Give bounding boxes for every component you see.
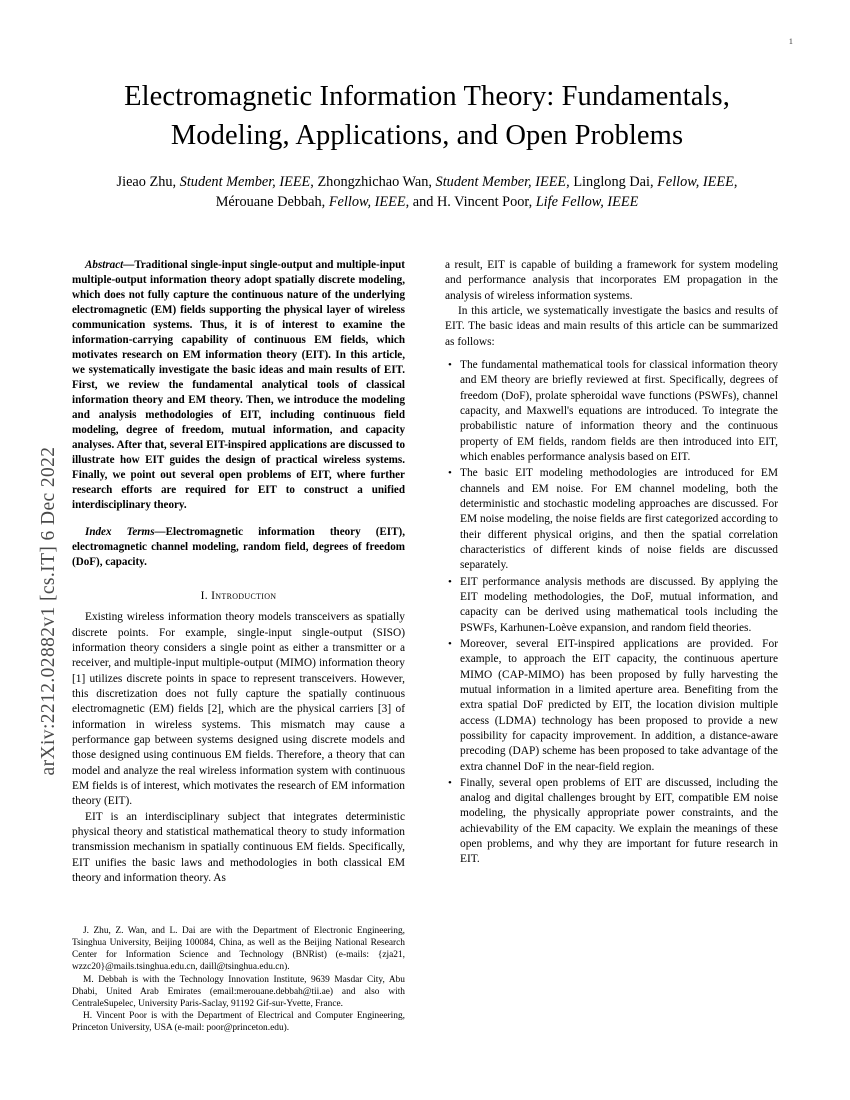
footnote-item: M. Debbah is with the Technology Innovation Institute, 9639 Masdar City, Abu Dhabi, United Arab Emirates (email:merouane.debbah@tii.ae) and also with CentraleSupelec, University Paris-Saclay, 91192 Gif-sur-Yvette, France. <box>72 974 405 1009</box>
index-terms-body: Electromagnetic information theory (EIT), electromagnetic channel modeling, random field, degrees of freedom (DoF), capacity. <box>72 526 405 569</box>
page-title: Electromagnetic Information Theory: Fundamentals, Modeling, Applications, and Open Problems <box>124 81 730 151</box>
page-number: 1 <box>788 36 793 46</box>
author-list <box>62 172 792 213</box>
contribution-bullet-list <box>445 358 778 868</box>
index-terms-dash: — <box>154 526 166 539</box>
abstract-dash: — <box>123 259 135 271</box>
paragraph: EIT is an interdisciplinary subject that integrates deterministic physical theory and statistical mathematical theory to study information transmission mechanism in spatially continuous EM fields. Specifically, EIT unifies the basic laws and methodologies in both classical EM theory and information theory. As <box>72 810 405 884</box>
abstract-body: Traditional single-input single-output and multiple-input multiple-output information theory adopt spatially discrete modeling, which does not fully capture the continuous nature of the underlying electromagnetic (EM) fields supporting the physical layer of wireless communication systems. Thus, it is of interest to examine the information-carrying capability of continuous EM fields, which motivates research on EM information theory (EIT). In this article, we systematically investigate the basic ideas and main results of EIT. First, we review the fundamental analytical tools of classical information theory and EM theory. Then, we introduce the modeling and analysis methodologies of EIT, including continuous field modeling, degree of freedom, mutual information, and capacity analyses. After that, several EIT-inspired applications are discussed to illustrate how EIT guides the design of practical wireless systems. Finally, we point out several open problems of EIT, where further research efforts are required for EIT to construct a unified interdisciplinary theory. <box>72 259 405 511</box>
introduction-text-right <box>445 258 778 350</box>
section-heading-introduction: I. Introduction <box>200 589 277 603</box>
paragraph: a result, EIT is capable of building a framework for system modeling and performance analysis that incorporates EM propagation in the analysis of wireless information systems. <box>445 259 778 302</box>
footnote-item: J. Zhu, Z. Wan, and L. Dai are with the Department of Electronic Engineering, Tsinghua University, Beijing 100084, China, as well as the Beijing National Research Center for Information Science and Technology (BNRist) (e-mails: {zja21, wzzc20}@mails.tsinghua.edu.cn, daill@tsinghua.edu.cn). <box>72 926 405 973</box>
author-line-1 <box>62 172 792 193</box>
author-text: Mérouane Debbah, <box>215 194 329 211</box>
list-item: • The fundamental mathematical tools for classical information theory and EM theory are briefly reviewed at first. Specifically, degrees of freedom (DoF), prolate spheroidal wave functions (PSWFs), channel capacity, and Maxwell's equations are introduced. To integrate the probabilistic nature of information theory and the continuous property of EM fields, random fields are then introduced into EIT, which enables performance analysis based on EIT. <box>460 358 778 465</box>
author-affiliation-grade: Life Fellow, IEEE <box>535 194 639 211</box>
footnote-text <box>72 925 405 1034</box>
abstract-label: Abstract <box>85 259 124 271</box>
list-item: • The basic EIT modeling methodologies are introduced for EM channels and EM noise. For EM channel modeling, both the deterministic and stochastic modeling approaches are discussed. For EM noise modeling, the noise fields are first categorized according to their different physical origins, and then the spatial correlation characteristics of different kinds of noise fields are discussed separately. <box>460 466 778 573</box>
author-affiliation-grade: Student Member, IEEE <box>435 173 567 190</box>
author-affiliation-grade: Fellow, IEEE <box>657 173 734 190</box>
footnote-item: H. Vincent Poor is with the Department of Electrical and Computer Engineering, Princeton University, USA (e-mail: poor@princeton.edu). <box>72 1010 405 1033</box>
author-text: , <box>733 173 738 190</box>
author-text: , and H. Vincent Poor, <box>405 194 536 211</box>
list-item: • Finally, several open problems of EIT are discussed, including the analog and digital challenges brought by EIT, compatible EM noise modeling, the physically appropriate power constraints, and the achievability of the EM capacity. We explain the meanings of these open problems, and why they are important for future research in EIT. <box>460 776 778 868</box>
paragraph: In this article, we systematically investigate the basics and results of EIT. The basic ideas and main results of this article can be summarized as follows: <box>445 304 778 348</box>
right-column <box>445 258 778 869</box>
author-affiliation-grade: Student Member, IEEE <box>179 173 311 190</box>
left-column <box>72 258 405 886</box>
index-terms-label: Index Terms <box>85 526 155 539</box>
author-text: , Linglong Dai, <box>566 173 658 190</box>
paragraph: Existing wireless information theory models transceivers as spatially discrete points. For example, single-input single-output (SISO) information theory considers a single point as either a transmitter or a receiver, and multiple-input multiple-output (MIMO) information theory [1] utilizes discrete points in space to represent transceivers. However, this discretization does not fully capture the spatially continuous electromagnetic (EM) fields [2], which are the physical carriers [3] of information in wireless systems. This mismatch may cause a performance gap between systems designed using discrete models and those designed using continuous EM fields. Therefore, a theory that can model and analyze the real wireless information system with continuous EM fields is of interest, which motivates the research of EM information theory (EIT). <box>72 611 405 808</box>
author-text: Jieao Zhu, <box>116 173 180 190</box>
introduction-text-left <box>72 610 405 886</box>
author-text: , Zhongzhichao Wan, <box>310 173 436 190</box>
author-affiliation-grade: Fellow, IEEE <box>328 194 406 211</box>
list-item: • Moreover, several EIT-inspired applications are provided. For example, to approach the EIT capacity, the continuous aperture MIMO (CAP-MIMO) has been proposed by fully harvesting the mutual information in a limited aperture area. Benefiting from the extra spatial DoF predicted by EIT, the location division multiple access (LDMA) technology has been proposed to provide a new possibility for capacity improvement. In addition, a distance-aware precoding (DAP) scheme has been proposed to take advantage of the extra channel DoF in the near-field region. <box>460 637 778 775</box>
list-item: • EIT performance analysis methods are discussed. By applying the EIT modeling methodologies, the DoF, mutual information, and capacity can be derived using mathematical tools including the PSWFs, Karhunen-Loève expansion, and random field theories. <box>460 575 778 636</box>
author-line-2 <box>62 192 792 213</box>
index-terms-paragraph <box>72 525 405 570</box>
arxiv-identifier-stamp: arXiv:2212.02882v1 [cs.IT] 6 Dec 2022 <box>38 446 59 776</box>
footnote-block <box>72 925 405 1034</box>
abstract-paragraph <box>72 258 405 512</box>
title-block <box>62 78 792 213</box>
